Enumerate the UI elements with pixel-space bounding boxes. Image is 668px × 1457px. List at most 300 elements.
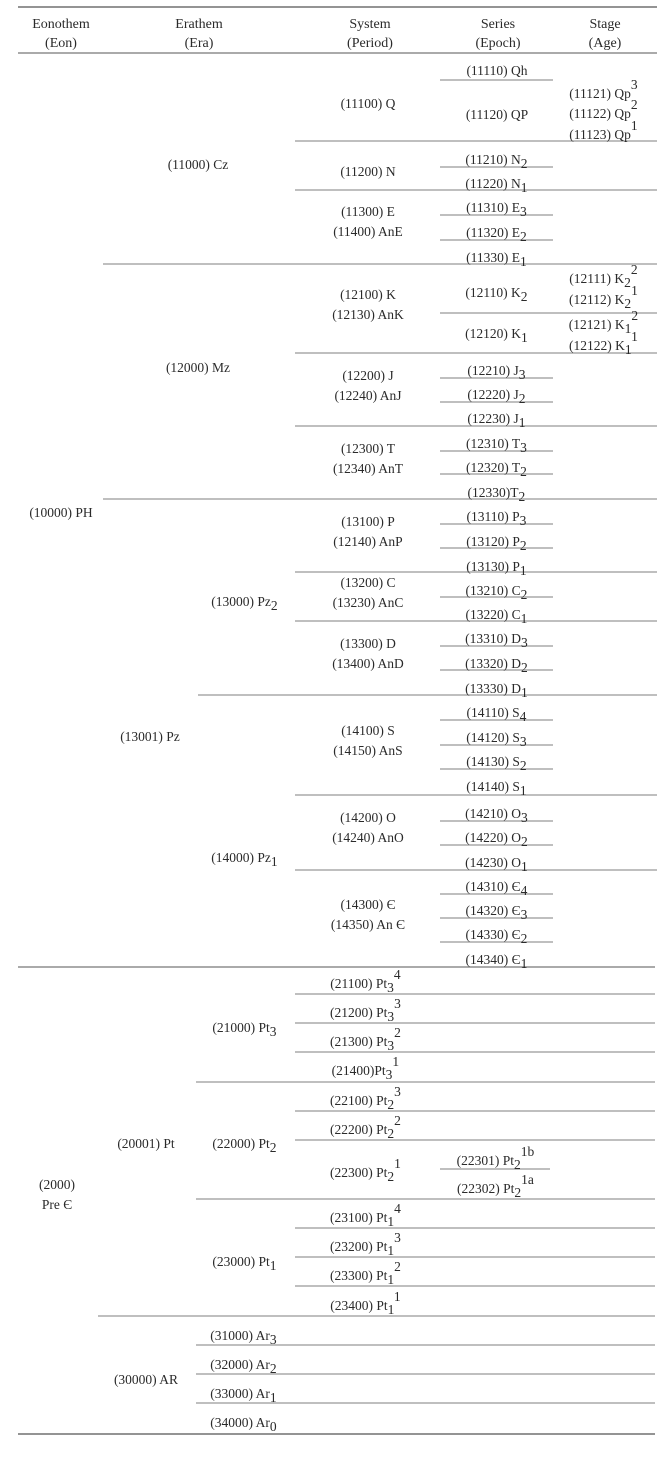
- baseline-reset: [527, 903, 528, 918]
- label-text: (11121) Qp: [569, 85, 631, 101]
- system-cell: [340, 810, 396, 825]
- system-cell: [330, 1156, 402, 1184]
- superscript: 1: [392, 1053, 400, 1069]
- label-text: (Era): [184, 35, 214, 51]
- subera-cell: [211, 850, 279, 869]
- system-cell: [341, 441, 396, 456]
- era-cell: [117, 1136, 175, 1151]
- label-text: (23000) Pt: [212, 1253, 270, 1269]
- subscript: 2: [269, 1360, 277, 1376]
- subscript: 1: [519, 253, 527, 269]
- label-text: (12210) J: [467, 362, 519, 378]
- subscript: 2: [519, 757, 527, 773]
- label-text: (23200) Pt: [329, 1238, 388, 1254]
- label-text: (22300) Pt: [329, 1164, 388, 1180]
- series-cell: [466, 225, 528, 244]
- label-text: (12000) Mz: [165, 359, 231, 375]
- label-text: (12300) T: [340, 440, 396, 456]
- label-text: (14220) O: [465, 829, 521, 845]
- header-eon: [45, 36, 77, 51]
- subscript: 2: [519, 228, 527, 244]
- baseline-reset: [527, 152, 528, 167]
- system-cell: [332, 1054, 401, 1082]
- subscript: 3: [519, 203, 527, 219]
- label-text: (22301) Pt: [456, 1152, 514, 1168]
- label-text: (11123) Qp: [569, 126, 631, 142]
- subscript: 1: [387, 1213, 395, 1229]
- stage-cell: [569, 308, 640, 336]
- label-text: (13110) P: [466, 508, 520, 524]
- series-cell: [465, 152, 528, 171]
- label-text: (13300) D: [340, 635, 396, 651]
- subscript: 2: [624, 295, 632, 311]
- label-text: (14300): [340, 896, 387, 912]
- baseline-reset: [277, 1328, 278, 1343]
- baseline-reset: [528, 806, 529, 821]
- baseline-reset: [401, 1298, 402, 1313]
- series-cell: [465, 607, 528, 626]
- system-cell: [330, 996, 402, 1024]
- series-cell: [466, 730, 528, 749]
- superscript: 3: [394, 995, 401, 1011]
- subscript: 3: [520, 906, 528, 922]
- label-text: (12112) K: [568, 291, 625, 307]
- label-text: (14210) O: [465, 805, 521, 821]
- label-text: (14120) S: [466, 729, 520, 745]
- eon-cell: [39, 1177, 75, 1192]
- subscript: 2: [513, 1156, 521, 1172]
- label-text: (14140) S: [466, 778, 520, 794]
- label-text: (12100) K: [340, 286, 396, 302]
- series-cell: [468, 485, 527, 504]
- baseline-reset: [527, 534, 528, 549]
- label-text: (12310) T: [465, 435, 521, 451]
- system-cell: [341, 204, 395, 219]
- system-cell: [333, 224, 403, 239]
- subscript: 1: [518, 414, 526, 430]
- subscript: 3: [387, 1037, 395, 1053]
- baseline-reset: [638, 86, 639, 101]
- subscript: 3: [387, 1008, 395, 1024]
- series-cell: [466, 879, 529, 898]
- label-text: (14110) S: [466, 704, 520, 720]
- label-text: (21400)Pt: [331, 1062, 386, 1078]
- label-text: (33000) Ar: [210, 1385, 270, 1401]
- system-cell: [330, 1113, 402, 1141]
- superscript: 2: [630, 261, 638, 277]
- superscript: 3: [630, 76, 638, 92]
- label-text: (23400) Pt: [330, 1297, 388, 1313]
- series-cell: [465, 631, 529, 650]
- superscript: 3: [394, 1083, 401, 1099]
- subscript: 2: [520, 930, 528, 946]
- subscript: 2: [269, 1139, 277, 1155]
- system-cell: [340, 164, 396, 179]
- label-text: Erathem: [175, 16, 223, 32]
- baseline-reset: [638, 106, 639, 121]
- label-text: Є: [386, 896, 396, 912]
- series-cell: [466, 705, 527, 724]
- baseline-reset: [527, 436, 528, 451]
- subscript: 1: [269, 1257, 277, 1273]
- label-text: Є: [396, 916, 406, 932]
- subscript: 2: [387, 1125, 395, 1141]
- superscript: 1: [631, 328, 638, 344]
- label-text: Є: [63, 1196, 73, 1212]
- baseline-reset: [527, 200, 528, 215]
- system-cell: [331, 917, 405, 932]
- baseline-reset: [278, 594, 279, 609]
- label-text: (12330)T: [467, 484, 519, 500]
- baseline-reset: [525, 387, 526, 402]
- baseline-reset: [277, 1357, 278, 1372]
- baseline-reset: [528, 681, 529, 696]
- baseline-reset: [527, 460, 528, 475]
- label-text: (12240) AnJ: [334, 387, 402, 403]
- system-cell: [332, 830, 404, 845]
- baseline-reset: [527, 607, 528, 622]
- subscript: 2: [520, 833, 528, 849]
- series-cell: [465, 656, 529, 675]
- label-text: Є: [511, 902, 521, 918]
- baseline-reset: [525, 363, 526, 378]
- system-cell: [330, 1289, 402, 1317]
- label-text: (14000) Pz: [211, 849, 271, 865]
- subscript: 1: [387, 1242, 395, 1258]
- system-cell: [330, 1259, 402, 1287]
- label-text: (11210) N: [465, 151, 521, 167]
- label-text: (31000) Ar: [210, 1327, 270, 1343]
- subscript: 1: [520, 179, 528, 195]
- label-text: (12110) K: [465, 284, 521, 300]
- subscript: 3: [269, 1331, 277, 1347]
- baseline-reset: [638, 127, 639, 142]
- subscript: 3: [520, 809, 528, 825]
- label-text: (13400) AnD: [332, 655, 404, 671]
- label-text: (Age): [588, 35, 622, 51]
- superscript: 4: [394, 1200, 401, 1216]
- header-eon: [32, 17, 90, 32]
- subscript: 1: [387, 1271, 395, 1287]
- label-text: (2000): [39, 1176, 75, 1192]
- baseline-reset: [527, 730, 528, 745]
- subscript: 1: [270, 853, 278, 869]
- baseline-reset: [638, 292, 639, 307]
- system-cell: [332, 656, 404, 671]
- stage-cell: [569, 118, 639, 142]
- series-cell: [465, 806, 529, 825]
- label-text: (22200) Pt: [329, 1121, 388, 1137]
- system-cell: [330, 967, 402, 995]
- label-text: (34000) Ar: [210, 1414, 270, 1430]
- era-cell: [120, 729, 180, 744]
- baseline-reset: [401, 1165, 402, 1180]
- baseline-reset: [528, 830, 529, 845]
- subscript: 2: [520, 586, 528, 602]
- label-text: (21300) Pt: [329, 1033, 388, 1049]
- subscript: 3: [519, 733, 527, 749]
- subera-cell: [210, 1357, 278, 1376]
- label-text: (14340): [465, 951, 512, 967]
- subscript: 1: [520, 610, 528, 626]
- system-cell: [333, 461, 404, 476]
- label-text: (13120) P: [466, 533, 520, 549]
- subscript: 1: [520, 329, 528, 345]
- table-cells: [29, 17, 639, 1434]
- subscript: 1: [624, 320, 632, 336]
- label-text: (13100) P: [341, 513, 395, 529]
- label-text: (10000) PH: [29, 504, 93, 520]
- label-text: (12200) J: [342, 367, 394, 383]
- baseline-reset: [534, 1153, 535, 1168]
- series-cell: [466, 200, 528, 219]
- subscript: 2: [520, 659, 528, 675]
- series-cell: [466, 952, 529, 971]
- baseline-reset: [528, 631, 529, 646]
- baseline-reset: [277, 1386, 278, 1401]
- baseline-reset: [276, 1020, 277, 1035]
- series-cell: [467, 363, 526, 382]
- label-text: (14200) O: [340, 809, 396, 825]
- label-text: (14130) S: [466, 753, 520, 769]
- series-cell: [466, 460, 528, 479]
- label-text: (11310) E: [466, 199, 520, 215]
- baseline-reset: [527, 779, 528, 794]
- baseline-reset: [401, 1122, 402, 1137]
- series-cell: [466, 927, 529, 946]
- subscript: 1: [624, 341, 632, 357]
- baseline-reset: [401, 976, 402, 991]
- label-text: (12111) K: [569, 270, 625, 286]
- label-text: (13210) C: [465, 582, 521, 598]
- subscript: 3: [518, 366, 526, 382]
- label-text: (11330) E: [466, 249, 520, 265]
- system-cell: [334, 388, 401, 403]
- series-cell: [465, 176, 528, 195]
- system-cell: [330, 1230, 402, 1258]
- baseline-reset: [528, 326, 529, 341]
- subscript: 1: [519, 562, 527, 578]
- superscript: 1: [394, 1155, 401, 1171]
- superscript: 1: [393, 1288, 401, 1304]
- label-text: Є: [511, 878, 521, 894]
- system-cell: [341, 514, 395, 529]
- system-cell: [342, 368, 393, 383]
- label-text: (11122) Qp: [569, 105, 631, 121]
- label-text: (11000) Cz: [167, 156, 229, 172]
- series-cell: [457, 1144, 536, 1172]
- system-cell: [341, 96, 396, 111]
- subscript: 1: [520, 684, 528, 700]
- series-cell: [466, 509, 527, 528]
- baseline-reset: [401, 1093, 402, 1108]
- header-system: [349, 17, 390, 32]
- superscript: 1: [631, 282, 638, 298]
- baseline-reset: [528, 656, 529, 671]
- era-cell: [166, 360, 230, 375]
- header-stage: [589, 36, 622, 51]
- baseline-reset: [401, 1268, 402, 1283]
- subscript: 2: [520, 463, 527, 479]
- subscript: 2: [520, 288, 528, 304]
- label-text: (11120) QP: [465, 106, 529, 122]
- label-text: (11300) E: [341, 203, 395, 219]
- subscript: 2: [624, 274, 631, 290]
- label-text: Pre: [41, 1196, 64, 1212]
- subera-cell: [210, 1328, 278, 1347]
- series-cell: [466, 63, 527, 78]
- baseline-reset: [399, 1063, 400, 1078]
- subscript: 2: [520, 155, 528, 171]
- system-cell: [333, 743, 402, 758]
- superscript: 2: [394, 1258, 401, 1274]
- label-text: (12120) K: [465, 325, 521, 341]
- label-text: (23100) Pt: [329, 1209, 388, 1225]
- label-text: (11220) N: [465, 175, 521, 191]
- baseline-reset: [401, 1210, 402, 1225]
- baseline-reset: [401, 1034, 402, 1049]
- baseline-reset: [527, 250, 528, 265]
- series-cell: [466, 754, 528, 773]
- label-text: (13130) P: [466, 558, 520, 574]
- label-text: System: [349, 16, 391, 32]
- subscript: 4: [519, 708, 527, 724]
- subscript: 3: [385, 1066, 393, 1082]
- subscript: 1: [520, 955, 528, 971]
- header-stage: [589, 17, 620, 32]
- label-text: (11110) Qh: [466, 62, 528, 78]
- series-cell: [466, 107, 528, 122]
- series-cell: [465, 583, 528, 602]
- baseline-reset: [527, 583, 528, 598]
- baseline-reset: [638, 338, 639, 353]
- subera-cell: [210, 1415, 278, 1434]
- series-cell: [466, 534, 528, 553]
- system-cell: [340, 636, 396, 651]
- label-text: Є: [511, 926, 521, 942]
- label-text: Є: [511, 951, 521, 967]
- system-cell: [332, 307, 404, 322]
- label-text: (Eon): [45, 35, 77, 51]
- series-cell: [467, 411, 526, 430]
- label-text: (12320) T: [465, 459, 521, 475]
- label-text: (13230) AnC: [332, 594, 404, 610]
- label-text: Eonothem: [32, 16, 90, 32]
- baseline-reset: [527, 952, 528, 967]
- baseline-reset: [401, 1005, 402, 1020]
- label-text: (30000) AR: [113, 1371, 179, 1387]
- series-cell: [465, 855, 529, 874]
- label-text: (11400) AnE: [333, 223, 403, 239]
- label-text: (Period): [347, 35, 393, 51]
- superscript: 2: [394, 1024, 401, 1040]
- subscript: 4: [520, 882, 528, 898]
- series-cell: [457, 1172, 535, 1200]
- baseline-reset: [276, 1136, 277, 1151]
- label-text: (14240) AnO: [332, 829, 404, 845]
- subera-cell: [212, 1020, 277, 1039]
- series-cell: [466, 436, 528, 455]
- label-text: (22000) Pt: [212, 1135, 270, 1151]
- baseline-reset: [527, 927, 528, 942]
- subscript: 3: [269, 1023, 277, 1039]
- system-cell: [340, 575, 395, 590]
- label-text: (22302) Pt: [456, 1180, 515, 1196]
- baseline-reset: [534, 1181, 535, 1196]
- label-text: (13000) Pz: [211, 593, 271, 609]
- label-text: (32000) Ar: [210, 1356, 270, 1372]
- subscript: 2: [519, 537, 527, 553]
- series-cell: [465, 830, 529, 849]
- superscript: 2: [631, 307, 639, 323]
- label-text: (12122) K: [568, 337, 625, 353]
- baseline-reset: [278, 850, 279, 865]
- series-cell: [466, 250, 528, 269]
- subscript: 1: [269, 1389, 277, 1405]
- baseline-reset: [526, 509, 527, 524]
- subscript: 3: [520, 634, 528, 650]
- header-series: [475, 36, 520, 51]
- label-text: Series: [480, 16, 516, 32]
- baseline-reset: [526, 705, 527, 720]
- label-text: (21100) Pt: [330, 975, 388, 991]
- superscript: 4: [393, 966, 401, 982]
- subscript: 1: [519, 782, 527, 798]
- subscript: 1: [520, 858, 528, 874]
- superscript: 1a: [521, 1171, 534, 1187]
- baseline-reset: [276, 1254, 277, 1269]
- label-text: (11100) Q: [340, 95, 396, 111]
- system-cell: [330, 1201, 402, 1229]
- label-text: (12140) AnP: [333, 533, 403, 549]
- label-text: Stage: [589, 16, 621, 32]
- system-cell: [340, 897, 395, 912]
- label-text: (21000) Pt: [212, 1019, 270, 1035]
- label-text: (14350) An: [330, 916, 397, 932]
- superscript: 2: [394, 1112, 401, 1128]
- system-cell: [333, 595, 404, 610]
- subera-cell: [212, 1254, 277, 1273]
- header-system: [347, 36, 393, 51]
- baseline-reset: [527, 176, 528, 191]
- series-cell: [467, 387, 526, 406]
- label-text: (22100) Pt: [329, 1092, 388, 1108]
- label-text: (13001) Pz: [120, 728, 180, 744]
- baseline-reset: [277, 1415, 278, 1430]
- subscript: 2: [270, 597, 278, 613]
- label-text: (14310): [465, 878, 512, 894]
- subscript: 0: [269, 1418, 277, 1434]
- subscript: 3: [520, 439, 527, 455]
- label-text: (23300) Pt: [329, 1267, 388, 1283]
- series-cell: [465, 285, 528, 304]
- system-cell: [340, 287, 396, 302]
- label-text: (12340) AnT: [332, 460, 404, 476]
- series-cell: [466, 903, 529, 922]
- label-text: (12230) J: [467, 410, 519, 426]
- baseline-reset: [638, 317, 639, 332]
- subscript: 2: [518, 390, 526, 406]
- eon-cell: [29, 505, 93, 520]
- subera-cell: [212, 1136, 277, 1155]
- era-cell: [168, 157, 229, 172]
- system-cell: [333, 534, 402, 549]
- baseline-reset: [527, 754, 528, 769]
- baseline-reset: [528, 855, 529, 870]
- superscript: 1: [630, 117, 638, 133]
- header-series: [481, 17, 515, 32]
- header-era: [185, 36, 214, 51]
